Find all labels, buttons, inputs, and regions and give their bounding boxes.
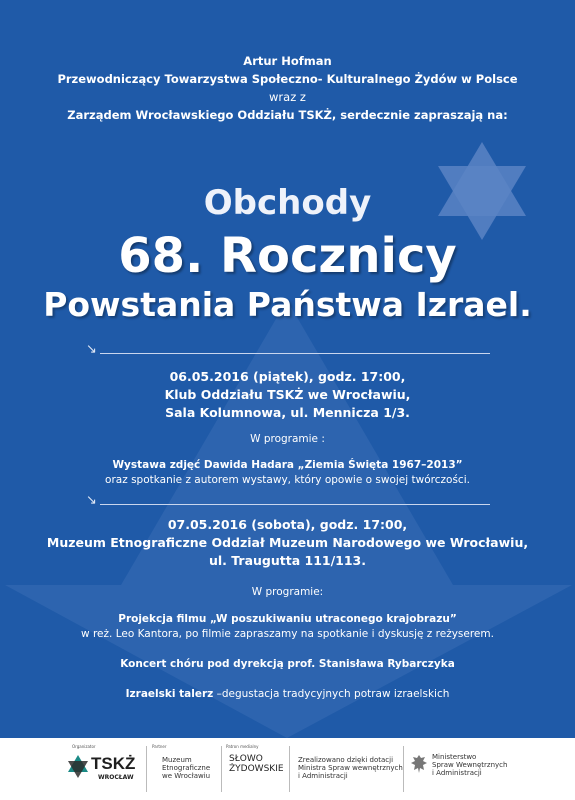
slowo-line2: ŻYDOWSKIE bbox=[229, 764, 284, 774]
intro-conjunction: wraz z bbox=[269, 90, 306, 104]
muzeum-line2: Etnograficzne bbox=[162, 764, 211, 772]
event2-program-label: W programie: bbox=[251, 586, 324, 598]
patron-caption: Patron medialny bbox=[226, 744, 259, 749]
event1-exhibition-title: Wystawa zdjęć Dawida Hadara „Ziemia Święta 1967–2013” bbox=[112, 459, 463, 471]
footer-divider bbox=[146, 746, 147, 792]
event2-talerz bbox=[0, 686, 575, 702]
event1-program-label: W programie : bbox=[250, 433, 325, 445]
event2-concert: Koncert chóru pod dyrekcją prof. Stanisława Rybarczyka bbox=[120, 658, 455, 670]
separator-line bbox=[100, 504, 490, 505]
tskz-logo-text: TSKŻ bbox=[91, 754, 136, 773]
footer-divider bbox=[221, 746, 222, 792]
event1-address: Sala Kolumnowa, ul. Mennicza 1/3. bbox=[165, 405, 410, 420]
event1-venue: Klub Oddziału TSKŻ we Wrocławiu, bbox=[164, 387, 411, 402]
ministry-line1: Ministerstwo bbox=[432, 753, 477, 761]
down-right-arrow-icon: ↘ bbox=[86, 342, 97, 357]
muzeum-line1: Muzeum bbox=[162, 756, 192, 764]
tskz-star-icon bbox=[66, 754, 90, 778]
ministry-line3: i Administracji bbox=[432, 769, 482, 777]
dotacja-line3: i Administracji bbox=[298, 772, 348, 780]
dotacja-line1: Zrealizowano dzięki dotacji bbox=[298, 756, 394, 764]
event2-date: 07.05.2016 (sobota), godz. 17:00, bbox=[167, 517, 408, 532]
ministry-line2: Spraw Wewnętrznych bbox=[432, 761, 508, 769]
polish-eagle-icon bbox=[410, 753, 428, 775]
event2-film-desc: w reż. Leo Kantora, po filmie zapraszamy na spotkanie i dyskusję z reżyserem. bbox=[81, 628, 494, 640]
talerz-rest: –degustacja tradycyjnych potraw izraelskich bbox=[213, 688, 450, 700]
event1-date: 06.05.2016 (piątek), godz. 17:00, bbox=[169, 369, 406, 384]
event2-film-title: Projekcja filmu „W poszukiwaniu utraconego krajobrazu” bbox=[118, 613, 457, 625]
intro-name: Artur Hofman bbox=[243, 54, 332, 68]
dotacja-line2: Ministra Spraw wewnętrznych bbox=[298, 764, 403, 772]
footer-divider bbox=[403, 746, 404, 792]
sponsors-footer bbox=[0, 738, 575, 800]
talerz-bold: Izraelski talerz bbox=[125, 688, 214, 700]
intro-invitation: Zarządem Wrocławskiego Oddziału TSKŻ, serdecznie zapraszają na: bbox=[67, 108, 508, 122]
event1-exhibition-desc: oraz spotkanie z autorem wystawy, który opowie o swojej twórczości. bbox=[105, 474, 470, 486]
title-rocznicy: 68. Rocznicy bbox=[118, 228, 457, 284]
muzeum-line3: we Wrocławiu bbox=[162, 772, 211, 780]
footer-divider bbox=[289, 746, 290, 792]
down-right-arrow-icon: ↘ bbox=[86, 493, 97, 508]
partner-caption: Partner bbox=[152, 744, 167, 749]
intro-title: Przewodniczący Towarzystwa Społeczno- Kulturalnego Żydów w Polsce bbox=[57, 72, 518, 86]
title-powstania: Powstania Państwa Izrael. bbox=[43, 285, 532, 324]
organizer-caption: Organizator bbox=[72, 744, 96, 749]
event2-address: ul. Traugutta 111/113. bbox=[208, 553, 367, 568]
slowo-line1: SŁOWO bbox=[229, 754, 263, 764]
event2-venue: Muzeum Etnograficzne Oddział Muzeum Narodowego we Wrocławiu, bbox=[46, 535, 529, 550]
title-obchody: Obchody bbox=[203, 183, 372, 223]
separator-line bbox=[100, 353, 490, 354]
tskz-city: WROCŁAW bbox=[98, 774, 134, 781]
